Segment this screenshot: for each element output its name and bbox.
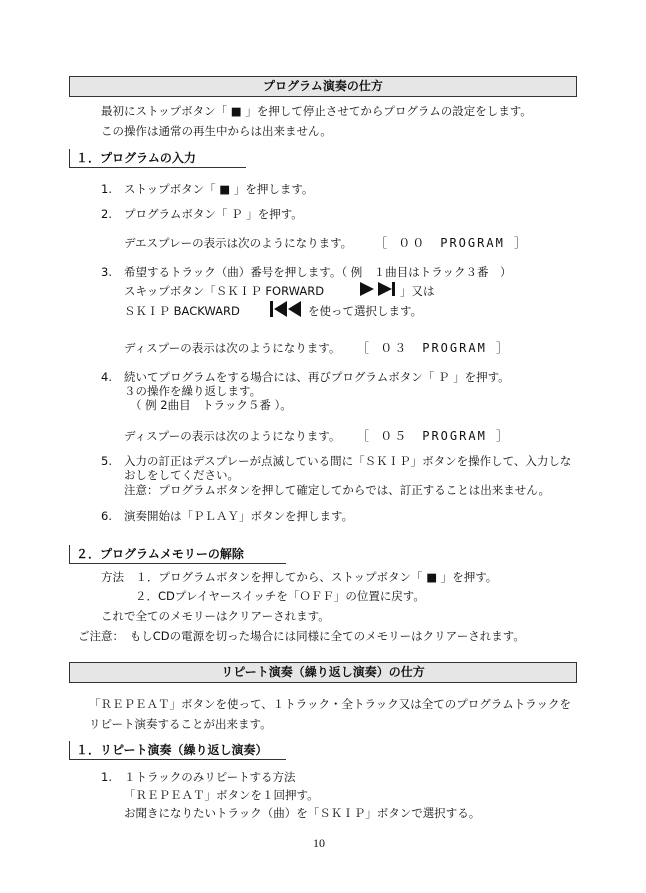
page-number: 10 (313, 836, 325, 850)
skip-backward-icon (269, 300, 303, 318)
display-readout: ［ ０３ PROGRAM ］ (357, 341, 511, 355)
step-text: 入力の訂正はデスプレーが点滅している間に「ＳＫＩＰ」ボタンを操作して、入力しな (124, 454, 572, 468)
step-text: 希望するトラック（曲）番号を押します。（ 例 １曲目はトラック３番 ） (124, 265, 512, 279)
step-number: 3. (101, 265, 112, 279)
skip-forward-icon (358, 280, 398, 298)
step-text: 演奏開始は「ＰＬＡＹ」ボタンを押します。 (124, 509, 354, 523)
intro-line: リピート演奏することが出来ます。 (89, 717, 272, 731)
skip-forward-after: 」又は (400, 284, 435, 298)
step-text: プログラムボタン「 Ｐ 」を押す。 (124, 207, 303, 221)
step-number: 6. (101, 509, 112, 523)
subheading-memory-clear: ２．プログラムメモリーの解除 (69, 545, 286, 564)
display-note: デエスプレーの表示は次のようになります。 (124, 236, 353, 250)
step-text: ストップボタン「 ■ 」を押します。 (124, 182, 314, 196)
method-line: 方法 １．プログラムボタンを押してから、ストップボタン「 ■ 」を押す。 (101, 570, 498, 584)
section-title-repeat: リピート演奏（繰り返し演奏）の仕方 (69, 662, 577, 683)
step-text: 「ＲＥＰＥＡＴ」ボタンを１回押す。 (124, 788, 319, 802)
intro-line: 最初にストップボタン「 ■ 」を押して停止させてからプログラムの設定をします。 (101, 104, 532, 118)
display-note: ディスプーの表示は次のようになります。 (124, 341, 341, 355)
skip-backward-line: ＳＫＩＰ BACKWARD (124, 304, 240, 318)
subheading-program-input: １．プログラムの入力 (69, 149, 246, 168)
caution-note: ご注意： もしCDの電源を切った場合には同様に全てのメモリーはクリアーされます。 (78, 629, 525, 643)
display-note: ディスプーの表示は次のようになります。 (124, 429, 341, 443)
skip-backward-after: を使って選択します。 (308, 304, 423, 318)
subheading-repeat: １．リピート演奏（繰り返し演奏） (69, 741, 286, 760)
section-title-program: プログラム演奏の仕方 (69, 76, 577, 97)
caution-text: 注意：プログラムボタンを押して確定してからでは、訂正することは出来ません。 (124, 483, 550, 497)
display-readout: ［ ００ PROGRAM ］ (375, 236, 529, 250)
skip-forward-line: スキップボタン「ＳＫＩＰ FORWARD (124, 284, 325, 298)
step-number: 4. (101, 370, 112, 384)
step-text: 続いてプログラムをする場合には、再びプログラムボタン「 Ｐ 」を押す。 (124, 370, 510, 384)
step-number: 1. (101, 182, 112, 196)
step-text: ３の操作を繰り返します。 (124, 384, 262, 398)
intro-line: 「ＲＥＰＥＡＴ」ボタンを使って、１トラック・全トラック又は全てのプログラムトラックを (89, 697, 571, 711)
step-number: 2. (101, 207, 112, 221)
step-text: １トラックのみリピートする方法 (124, 770, 296, 784)
step-example: （ 例 2曲目 トラック５番 ）。 (130, 398, 292, 412)
step-text: お聞きになりたいトラック（曲）を「ＳＫＩＰ」ボタンで選択する。 (124, 806, 481, 820)
display-readout: ［ ０５ PROGRAM ］ (357, 429, 511, 443)
step-text: おしをしてください。 (124, 468, 239, 482)
method-line: ２．CDプレイヤースイッチを「ＯＦＦ」の位置に戻す。 (135, 589, 425, 603)
memory-cleared-note: これで全てのメモリーはクリアーされます。 (101, 609, 330, 623)
step-number: 1. (101, 770, 112, 784)
intro-line: この操作は通常の再生中からは出来ません。 (101, 124, 332, 138)
step-number: 5. (101, 454, 112, 468)
